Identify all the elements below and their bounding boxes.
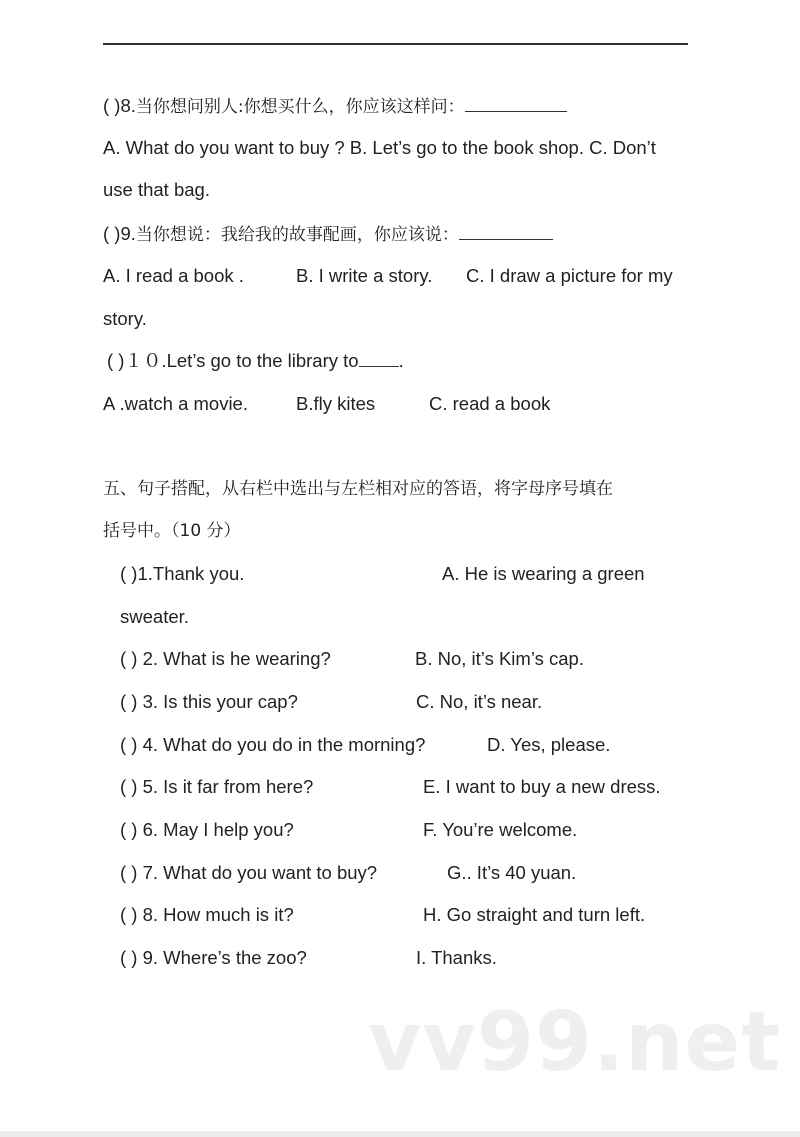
header-rule — [103, 43, 688, 45]
match-right-d: D. Yes, please. — [487, 734, 611, 755]
question-10 — [107, 349, 404, 373]
question-9-prefix: ( )9. — [103, 223, 136, 244]
match-left-9: ( ) 9. Where’s the zoo? — [120, 947, 307, 968]
match-left-8: ( ) 8. How much is it? — [120, 904, 294, 925]
section-5-title: 五、句子搭配，从右栏中选出与左栏相对应的答语，将字母序号填在 — [103, 479, 613, 499]
match-left-1: ( )1.Thank you. — [120, 563, 245, 584]
question-10-option-a: A .watch a movie. — [103, 393, 248, 414]
match-left-6: ( ) 6. May I help you? — [120, 819, 294, 840]
match-left-5: ( ) 5. Is it far from here? — [120, 776, 314, 797]
question-10-end: . — [398, 350, 404, 371]
question-8-options-cont: use that bag. — [103, 179, 210, 200]
answer-blank — [359, 350, 399, 367]
section-5-title-cont: 括号中。（10 分） — [103, 521, 241, 541]
answer-blank — [459, 223, 553, 240]
match-right-f: F. You’re welcome. — [423, 819, 578, 840]
question-9 — [103, 222, 553, 247]
match-left-7: ( ) 7. What do you want to buy? — [120, 862, 378, 883]
match-right-e: E. I want to buy a new dress. — [423, 776, 661, 797]
question-10-text: Let’s go to the library to — [166, 350, 359, 371]
match-left-4: ( ) 4. What do you do in the morning? — [120, 734, 426, 755]
question-8 — [103, 94, 567, 119]
question-8-text: 当你想问别人:你想买什么，你应该这样问： — [135, 97, 465, 117]
page-bottom-edge — [0, 1131, 800, 1137]
match-right-g: G.. It’s 40 yuan. — [447, 862, 577, 883]
question-10-prefix: ( )１０. — [107, 350, 167, 371]
answer-blank — [465, 95, 567, 112]
question-9-text: 当你想说：我给我的故事配画，你应该说： — [135, 225, 459, 245]
question-9-option-a: A. I read a book . — [103, 265, 244, 286]
question-10-option-b: B.fly kites — [296, 393, 376, 414]
match-right-i: I. Thanks. — [416, 947, 497, 968]
match-right-h: H. Go straight and turn left. — [423, 904, 646, 925]
match-left-2: ( ) 2. What is he wearing? — [120, 648, 331, 669]
match-left-3: ( ) 3. Is this your cap? — [120, 691, 298, 712]
match-right-a-cont: sweater. — [120, 606, 189, 627]
match-right-b: B. No, it’s Kim’s cap. — [415, 648, 584, 669]
question-9-option-b: B. I write a story. — [296, 265, 433, 286]
question-8-options: A. What do you want to buy ? B. Let’s go to the book shop. C. Don’t — [103, 137, 656, 158]
question-9-option-c-cont: story. — [103, 308, 147, 329]
question-8-prefix: ( )8. — [103, 95, 136, 116]
question-9-option-c: C. I draw a picture for my — [466, 265, 673, 286]
match-right-c: C. No, it’s near. — [416, 691, 543, 712]
match-right-a: A. He is wearing a green — [442, 563, 645, 584]
watermark: vv99.net — [368, 995, 782, 1090]
question-10-option-c: C. read a book — [429, 393, 551, 414]
